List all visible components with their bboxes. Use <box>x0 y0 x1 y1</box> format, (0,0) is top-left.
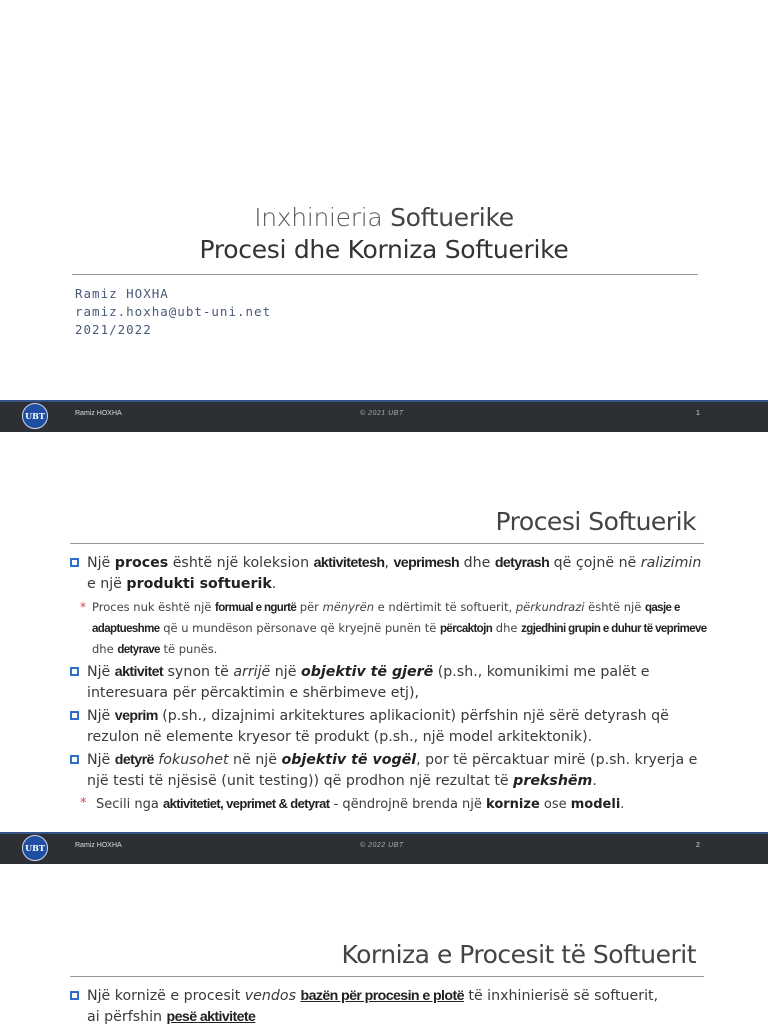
asterisk-icon: * <box>80 600 86 614</box>
slide-2 <box>0 432 768 864</box>
footer-author: Ramiz HOXHA <box>75 842 122 849</box>
title-bold: Softuerike <box>390 203 514 232</box>
footer-author: Ramiz HOXHA <box>75 410 122 417</box>
slide-footer <box>0 832 768 864</box>
slide-3 <box>0 864 768 1024</box>
author-name: Ramiz HOXHA <box>75 286 169 301</box>
page-number: 2 <box>696 842 700 849</box>
bullet-veprim: Një veprim (p.sh., dizajnimi arkitektures aplikacionit) përfshin një sërë detyrash që rezulon në elemente kryesor të produkt (p.sh., një model arkitektonik). <box>70 706 710 748</box>
footer-copyright: © 2022 UBT <box>360 842 404 849</box>
asterisk-icon: * <box>80 796 87 811</box>
slide-title <box>0 202 768 266</box>
page-number: 1 <box>696 410 700 417</box>
slide-body <box>70 986 710 1024</box>
sub-bullet-formula: * Proces nuk është një formual e ngurtë për mënyrën e ndërtimit të softuerit, përkundrazi është një qasje e adaptueshme që u mundëson përsonave që kryejnë punën të përcaktojn dhe zgjedhini grupin e duhur të veprimeve dhe detyrave të punës. <box>70 597 710 660</box>
checkbox-bullet-icon <box>70 558 79 567</box>
author-email: ramiz.hoxha@ubt-uni.net <box>75 304 272 319</box>
author-info <box>75 285 271 339</box>
bullet-aktivitet: Një aktivitet synon të arrijë një objektiv të gjerë (p.sh., komunikimi me palët e interesuara për përcaktimin e shërbimeve etj), <box>70 662 710 704</box>
bullet-proces: Një proces është një koleksion aktivitetesh, veprimesh dhe detyrash që çojnë në ralizimin e një produkti softuerik. <box>70 553 710 595</box>
checkbox-bullet-icon <box>70 991 79 1000</box>
slide-body <box>70 553 710 815</box>
slide-footer <box>0 400 768 432</box>
slide-title: Korniza e Procesit të Softuerit <box>341 940 696 969</box>
slide-1 <box>0 0 768 432</box>
footer-accent <box>0 832 768 834</box>
note-line: * Secili nga aktivitetiet, veprimet & detyrat - qëndrojnë brenda një kornize ose modeli. <box>80 796 625 812</box>
academic-year: 2021/2022 <box>75 322 152 337</box>
bullet-detyre: Një detyrë fokusohet në një objektiv të vogël, por të përcaktuar mirë (p.sh. kryerja e një testi të njësisë (unit testing)) që prodhon një rezultat të prekshëm. <box>70 750 710 792</box>
ubt-logo-icon: UBT <box>22 835 48 861</box>
slide-title: Procesi Softuerik <box>495 507 696 536</box>
title-divider <box>72 274 698 275</box>
checkbox-bullet-icon <box>70 711 79 720</box>
title-light: Inxhinieria <box>254 203 391 232</box>
title-divider <box>70 976 704 977</box>
ubt-logo-icon: UBT <box>22 403 48 429</box>
checkbox-bullet-icon <box>70 755 79 764</box>
checkbox-bullet-icon <box>70 667 79 676</box>
footer-copyright: © 2021 UBT <box>360 410 404 417</box>
title-line2: Procesi dhe Korniza Softuerike <box>199 235 569 264</box>
footer-accent <box>0 400 768 402</box>
title-divider <box>70 543 704 544</box>
bullet-korniza: Një kornizë e procesit vendos bazën për procesin e plotë të inxhinierisë së softuerit, ai përfshin pesë aktivitete <box>70 986 710 1024</box>
